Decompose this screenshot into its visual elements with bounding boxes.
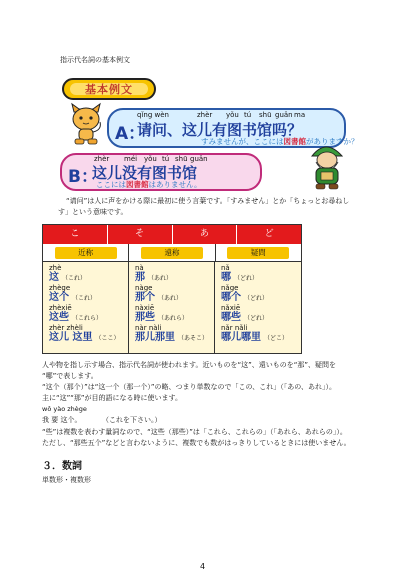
pinyin-a-4: tú: [244, 111, 252, 119]
example-a-chinese: 请问、这儿有图书馆吗？: [137, 121, 303, 139]
pinyin-b-5: shū: [175, 155, 188, 163]
example-b-letter: B：: [68, 167, 98, 187]
table-header-so: そ: [108, 225, 173, 244]
list-item: nà 那 （あれ）: [135, 264, 173, 283]
list-item: nǎr nǎli 哪儿哪里 （どこ）: [221, 324, 289, 343]
pinyin-b-2: méi: [124, 155, 138, 163]
example-b-bubble: [60, 153, 262, 191]
example-3: [42, 404, 342, 426]
list-item: nàr nàli 那儿那里 （あそこ）: [135, 324, 209, 343]
subheader-far: 遠称: [141, 247, 203, 259]
column-far: [129, 262, 215, 353]
table-subheader-row: [43, 244, 301, 262]
gnome-icon: [304, 140, 350, 192]
list-item: nǎ 哪 （どれ）: [221, 264, 259, 283]
subheader-question: 疑問: [227, 247, 289, 259]
pinyin-a-6: guǎn: [275, 111, 293, 119]
list-item: zhèr zhèli 这儿 这里 （ここ）: [49, 324, 120, 343]
kihon-banner: [62, 78, 156, 100]
pinyin-a-7: ma: [294, 111, 306, 119]
pinyin-b-1: zhèr: [94, 155, 110, 163]
cat-icon: [66, 102, 106, 146]
list-item: zhè 这 （これ）: [49, 264, 87, 283]
list-item: nǎge 哪个 （どれ）: [221, 284, 269, 303]
table-header-ko: こ: [43, 225, 108, 244]
list-item: nǎxiē 哪些 （どれ）: [221, 304, 269, 323]
list-item: zhèxiē 这些 （これら）: [49, 304, 103, 323]
table-body: [43, 262, 301, 353]
list-item: nàxiē 那些 （あれら）: [135, 304, 189, 323]
example-3-pinyin: wǒ yào zhège: [42, 405, 87, 413]
pinyin-a-3: yǒu: [226, 111, 239, 119]
table-header-do: ど: [264, 229, 274, 239]
pinyin-a-2: zhèr: [197, 111, 213, 119]
paragraph-3: “些”は複数を表わす量詞なので、“这些（那些）”は「これら、これらの」（「あれら、あれらの」）。 ただし、“那些五个”などと言わないように、複数でも数がはっきりしているときには使いません。: [42, 428, 351, 447]
pinyin-b-4: tú: [162, 155, 170, 163]
list-item: nàge 那个 （あれ）: [135, 284, 183, 303]
section-subheading: 単数形・複数形: [42, 476, 91, 484]
paragraph-2: 人や物を指し示す場合、指示代名詞が使われます。近いものを“这”、遠いものを“那”、疑問を “哪”で表します。 “这个（那个）”は“这一个（那一个）”の略、つまり単数なので「この、これ」（「あの、あれ」）。 主に“这”“那”が目的語になる時に使います。: [42, 361, 336, 402]
section-heading: ３．数詞: [42, 461, 82, 472]
subheader-near: 近称: [55, 247, 117, 259]
pinyin-b-6: guǎn: [190, 155, 208, 163]
table-header-a: あ: [173, 225, 238, 244]
example-a-letter: A：: [115, 124, 146, 144]
pinyin-b-3: yǒu: [144, 155, 157, 163]
banner-label: 基本例文: [85, 83, 133, 96]
example-b-japanese: ここには図書館はありません。: [96, 180, 202, 189]
demonstrative-table: [42, 224, 302, 354]
pinyin-a-1: qǐng wèn: [137, 111, 169, 119]
page-title: 指示代名詞の基本例文: [60, 56, 130, 64]
paragraph-1: “请问”は人に声をかける際に最初に使う言葉です。「すみません」とか「ちょっとお尋ねし す」という意味です。: [58, 197, 350, 216]
table-header-row: [43, 225, 301, 244]
page-number: 4: [200, 562, 206, 571]
pinyin-a-5: shū: [259, 111, 272, 119]
example-3-chinese: 我 要 这个。: [42, 416, 82, 424]
list-item: zhège 这个 （これ）: [49, 284, 97, 303]
example-3-japanese: （これを下さい。）: [105, 416, 162, 424]
column-near: [43, 262, 129, 353]
column-question: [215, 262, 301, 353]
example-a-japanese: すみませんが、ここには図書館がありますか？: [201, 137, 359, 146]
example-b-chinese: 这儿没有图书馆: [92, 164, 198, 182]
